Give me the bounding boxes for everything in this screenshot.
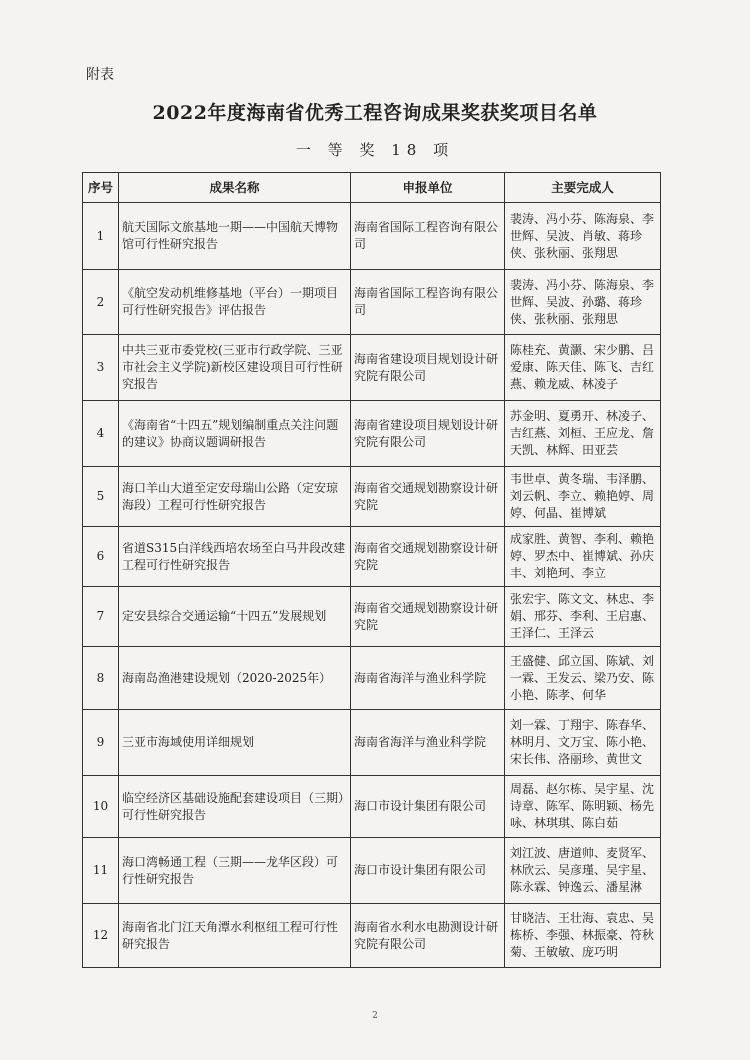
table-row [83,527,661,587]
row-seq: 12 [83,904,119,968]
row-unit: 海南省海洋与渔业科学院 [351,647,505,710]
table-row [83,335,661,401]
row-project-name: 省道S315白洋线西培农场至白马井段改建工程可行性研究报告 [119,527,351,587]
table-row [83,467,661,527]
row-unit: 海南省水利水电勘测设计研究院有限公司 [351,904,505,968]
row-seq: 8 [83,647,119,710]
row-unit: 海南省国际工程咨询有限公司 [351,203,505,270]
attachment-label: 附表 [86,67,114,83]
awards-table [82,172,661,968]
row-seq: 1 [83,203,119,270]
row-seq: 6 [83,527,119,587]
table-row [83,904,661,968]
table-row [83,270,661,335]
row-people: 甘晓洁、王壮海、袁忠、吴栋桥、李强、林振豪、符秋菊、王敏敏、庞巧明 [505,904,661,968]
row-unit: 海口市设计集团有限公司 [351,838,505,904]
row-seq: 5 [83,467,119,527]
row-people: 张宏宇、陈文文、林忠、李娟、邢芬、李利、王启惠、王泽仁、王泽云 [505,587,661,647]
row-people: 成家胜、黄智、李利、赖艳婷、罗杰中、崔博斌、孙庆丰、刘艳珂、李立 [505,527,661,587]
table-row [83,710,661,776]
row-seq: 9 [83,710,119,776]
row-people: 裴涛、冯小芬、陈海泉、李世辉、吴波、孙璐、蒋珍侠、张秋丽、张翔思 [505,270,661,335]
row-project-name: 海口羊山大道至定安母瑞山公路（定安琼海段）工程可行性研究报告 [119,467,351,527]
row-unit: 海南省建设项目规划设计研究院有限公司 [351,335,505,401]
row-people: 苏金明、夏勇开、林凌子、吉红燕、刘桓、王应龙、詹天凯、林辉、田亚芸 [505,401,661,467]
page-title: 2022年度海南省优秀工程咨询成果奖获奖项目名单 [152,102,598,124]
row-project-name: 海南省北门江天角潭水利枢纽工程可行性研究报告 [119,904,351,968]
row-people: 韦世卓、黄冬瑞、韦泽鹏、刘云帆、李立、赖艳婷、周婷、何晶、崔博斌 [505,467,661,527]
header-name: 成果名称 [119,173,351,203]
row-project-name: 海口湾畅通工程（三期——龙华区段）可行性研究报告 [119,838,351,904]
row-seq: 2 [83,270,119,335]
table-row [83,838,661,904]
row-unit: 海南省交通规划勘察设计研究院 [351,467,505,527]
row-unit: 海南省海洋与渔业科学院 [351,710,505,776]
row-project-name: 临空经济区基础设施配套建设项目（三期）可行性研究报告 [119,776,351,838]
row-seq: 10 [83,776,119,838]
row-seq: 7 [83,587,119,647]
row-project-name: 《海南省“十四五”规划编制重点关注问题的建议》协商议题调研报告 [119,401,351,467]
header-seq: 序号 [83,173,119,203]
award-level-subtitle: 一 等 奖 18 项 [295,141,455,159]
table-row [83,203,661,270]
table-row [83,776,661,838]
table-row [83,401,661,467]
row-project-name: 海南岛渔港建设规划（2020-2025年） [119,647,351,710]
row-unit: 海南省交通规划勘察设计研究院 [351,587,505,647]
header-people: 主要完成人 [505,173,661,203]
row-people: 裴涛、冯小芬、陈海泉、李世辉、吴波、肖敏、蒋珍侠、张秋丽、张翔思 [505,203,661,270]
row-project-name: 中共三亚市委党校(三亚市行政学院、三亚市社会主义学院)新校区建设项目可行性研究报告 [119,335,351,401]
row-people: 王盛健、邱立国、陈斌、刘一霖、王发云、梁乃安、陈小艳、陈孝、何华 [505,647,661,710]
row-seq: 11 [83,838,119,904]
header-unit: 申报单位 [351,173,505,203]
row-people: 刘一霖、丁翔宇、陈春华、林明月、文万宝、陈小艳、宋长伟、洛丽珍、黄世文 [505,710,661,776]
row-people: 刘江波、唐道帅、麦贤军、林欣云、吴彦瑾、吴宇星、陈永霖、钟逸云、潘星淋 [505,838,661,904]
table-row [83,587,661,647]
page-number: 2 [372,1011,378,1021]
row-project-name: 定安县综合交通运输“十四五”发展规划 [119,587,351,647]
table-header-row [83,173,661,203]
row-project-name: 《航空发动机维修基地（平台）一期项目可行性研究报告》评估报告 [119,270,351,335]
table-row [83,647,661,710]
row-seq: 4 [83,401,119,467]
row-project-name: 航天国际文旅基地一期——中国航天博物馆可行性研究报告 [119,203,351,270]
row-unit: 海南省国际工程咨询有限公司 [351,270,505,335]
row-seq: 3 [83,335,119,401]
row-people: 周磊、赵尔栋、吴宇星、沈诗章、陈军、陈明颖、杨先咏、林琪琪、陈白茹 [505,776,661,838]
row-people: 陈桂充、黄灏、宋少鹏、吕爱康、陈天佳、陈飞、吉红燕、赖龙威、林凌子 [505,335,661,401]
row-unit: 海南省建设项目规划设计研究院有限公司 [351,401,505,467]
row-unit: 海南省交通规划勘察设计研究院 [351,527,505,587]
row-unit: 海口市设计集团有限公司 [351,776,505,838]
row-project-name: 三亚市海域使用详细规划 [119,710,351,776]
